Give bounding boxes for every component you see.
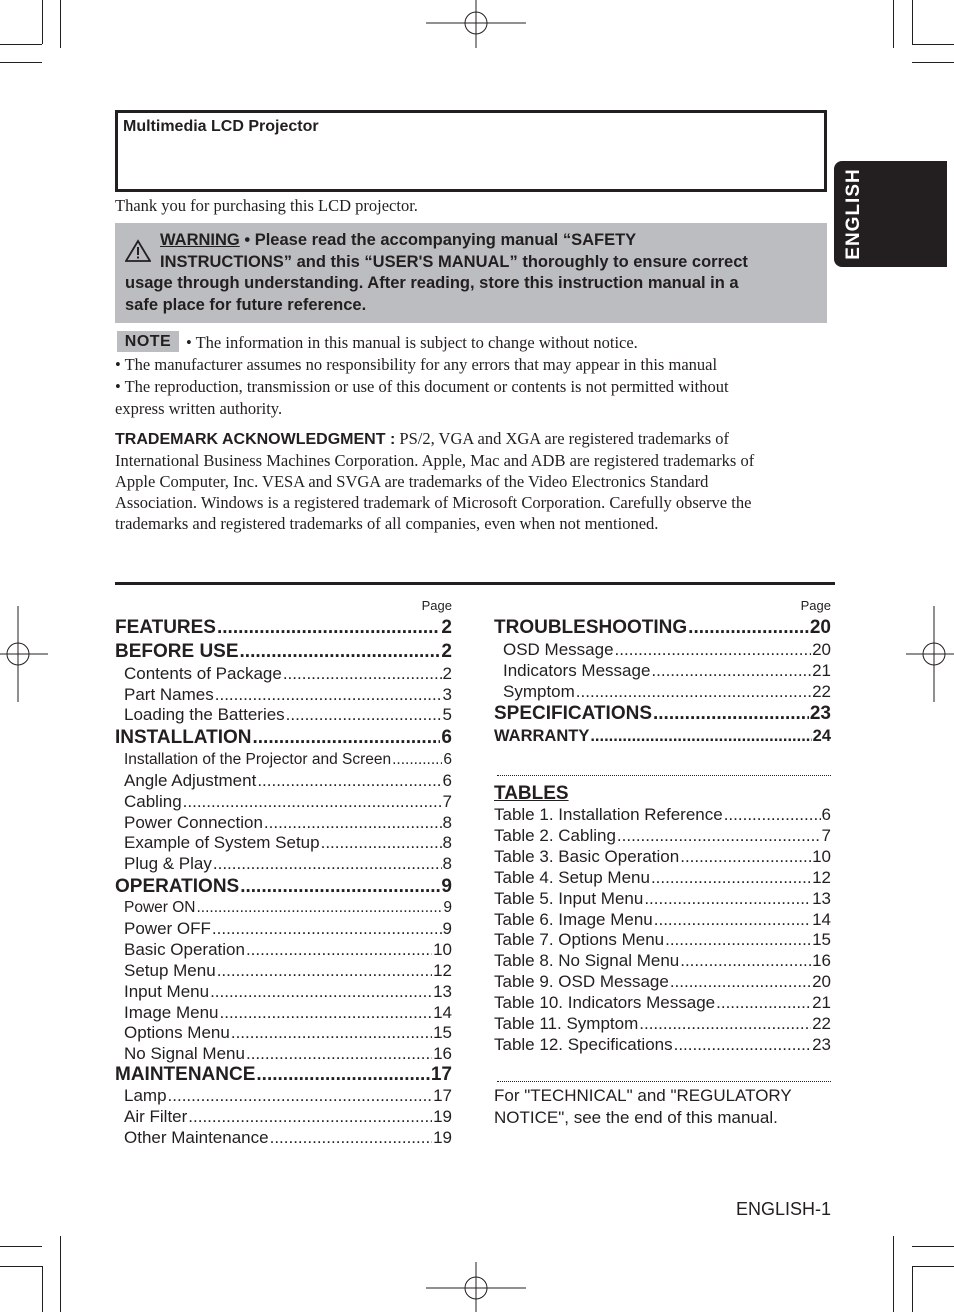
toc-entry-title: WARRANTY [494, 727, 590, 745]
toc-entry-title: Input Menu [124, 982, 210, 1001]
toc-entry-page: 20 [812, 640, 831, 659]
toc-entry-page: 9 [442, 919, 452, 938]
toc-entry-page: 17 [433, 1086, 452, 1105]
toc-leader-dots [168, 1086, 433, 1106]
toc-entry [124, 813, 452, 833]
warning-label: WARNING [160, 231, 240, 249]
technical-notice-line-2: NOTICE", see the end of this manual. [494, 1108, 778, 1127]
toc-entry [494, 727, 831, 746]
toc-entry [124, 685, 452, 705]
trademark-acknowledgment: TRADEMARK ACKNOWLEDGMENT : PS/2, VGA and XGA are registered trademarks of International Business Machines Corporation. Apple, Mac and ADB are registered trademarks of Apple Computer, Inc. VESA and SVGA are trademarks of the Video Electronics Standard Association. Windows is a registered trademark of Microsoft Corporation. Carefully observe the trademarks and registered trademarks of all companies, even when not mentioned. [115, 429, 755, 533]
toc-leader-dots [240, 641, 441, 663]
toc-entry-title: No Signal Menu [124, 1044, 245, 1063]
toc-leader-dots [680, 951, 811, 971]
toc-entry-title: Plug & Play [124, 854, 212, 873]
toc-entry [124, 961, 452, 981]
toc-entry-page: 8 [442, 854, 452, 873]
toc-entry [115, 727, 452, 749]
toc-leader-dots [724, 805, 821, 825]
toc-entry-title: Table 11. Symptom [494, 1014, 639, 1033]
toc-entry [124, 1086, 452, 1106]
toc-entry [124, 899, 452, 917]
toc-entry-title: Lamp [124, 1086, 167, 1105]
toc-entry [494, 703, 831, 725]
toc-entry-page: 2 [441, 641, 452, 662]
toc-entry-title: Options Menu [124, 1023, 230, 1042]
toc-entry [494, 1035, 831, 1055]
toc-entry [494, 847, 831, 867]
toc-entry [124, 771, 452, 791]
toc-entry [494, 805, 831, 825]
toc-entry-page: 21 [812, 661, 831, 680]
toc-entry-page: 20 [809, 617, 831, 638]
toc-leader-dots [256, 1064, 429, 1086]
toc-entry-title: MAINTENANCE [115, 1064, 256, 1085]
toc-leader-dots [651, 661, 811, 681]
toc-entry-page: 20 [812, 972, 831, 991]
note-line-1: • The information in this manual is subject to change without notice. [186, 333, 638, 352]
toc-entry [494, 889, 831, 909]
toc-entry-page: 16 [433, 1044, 452, 1063]
toc-entry-title: Example of System Setup [124, 833, 320, 852]
toc-entry-page: 2 [441, 617, 452, 638]
toc-entry-title: Table 6. Image Menu [494, 910, 653, 929]
toc-page-header-left: Page [421, 598, 452, 613]
toc-entry [124, 792, 452, 812]
toc-entry-page: 13 [433, 982, 452, 1001]
toc-entry-page: 10 [812, 847, 831, 866]
note-line-4: express written authority. [115, 399, 283, 418]
toc-entry-title: Table 12. Specifications [494, 1035, 673, 1054]
toc-entry-title: SPECIFICATIONS [494, 703, 652, 724]
toc-entry-page: 6 [441, 727, 452, 748]
toc-entry-title: Installation of the Projector and Screen [124, 751, 392, 768]
toc-leader-dots [644, 889, 811, 909]
toc-entry [124, 1044, 452, 1064]
toc-entry-title: Power ON [124, 899, 196, 916]
toc-entry [494, 910, 831, 930]
toc-leader-dots [197, 899, 443, 917]
toc-entry-page: 19 [433, 1107, 452, 1126]
toc-entry [124, 1128, 452, 1148]
toc-entry-page: 19 [433, 1128, 452, 1147]
product-title-box [115, 110, 827, 192]
toc-entry [503, 682, 831, 702]
toc-entry-page: 9 [441, 876, 452, 897]
toc-entry-title: Power Connection [124, 813, 263, 832]
toc-entry-page: 22 [812, 682, 831, 701]
toc-entry-title: Air Filter [124, 1107, 188, 1126]
toc-entry [494, 993, 831, 1013]
warning-text: WARNING • Please read the accompanying manual “SAFETY INSTRUCTIONS” and this “USER'S MANUAL” thoroughly to ensure correct usage through understanding. After reading, store this instruction manual in a safe place for future reference. [125, 231, 748, 314]
toc-entry [124, 982, 452, 1002]
toc-entry-title: Indicators Message [503, 661, 651, 680]
toc-entry [124, 919, 452, 939]
toc-leader-dots [217, 961, 432, 981]
toc-entry [494, 972, 831, 992]
warning-box [115, 223, 827, 323]
toc-leader-dots [220, 1003, 433, 1023]
toc-entry-title: Table 7. Options Menu [494, 930, 665, 949]
toc-entry-title: OPERATIONS [115, 876, 240, 897]
toc-leader-dots [231, 1023, 432, 1043]
toc-separator-1 [497, 775, 831, 776]
toc-entry-page: 17 [430, 1064, 452, 1085]
language-tab [834, 161, 947, 267]
toc-leader-dots [651, 868, 811, 888]
toc-entry-page: 24 [812, 727, 831, 745]
toc-entry-title: Table 9. OSD Message [494, 972, 669, 991]
toc-leader-dots [321, 833, 442, 853]
trademark-label: TRADEMARK ACKNOWLEDGMENT : [115, 431, 396, 448]
toc-entry-page: 12 [812, 868, 831, 887]
toc-entry-title: Setup Menu [124, 961, 216, 980]
toc-entry [115, 641, 452, 663]
note-label: NOTE [117, 331, 179, 352]
toc-entry [124, 833, 452, 853]
toc-entry-title: Symptom [503, 682, 575, 701]
toc-leader-dots [264, 813, 442, 833]
toc-entry-title: Table 8. No Signal Menu [494, 951, 680, 970]
toc-entry [494, 868, 831, 888]
toc-entry [124, 940, 452, 960]
toc-entry-title: Table 1. Installation Reference [494, 805, 723, 824]
page-number: ENGLISH-1 [735, 1199, 831, 1219]
toc-leader-dots [210, 982, 432, 1002]
toc-leader-dots [188, 1107, 432, 1127]
toc-leader-dots [688, 617, 809, 639]
toc-entry-page: 3 [442, 685, 452, 704]
toc-entry [124, 664, 452, 684]
toc-entry-page: 15 [433, 1023, 452, 1042]
toc-entry-page: 21 [812, 993, 831, 1012]
toc-leader-dots [680, 847, 811, 867]
toc-entry-page: 7 [821, 826, 831, 845]
toc-leader-dots [576, 682, 811, 702]
toc-leader-dots [653, 703, 809, 725]
toc-entry [494, 930, 831, 950]
toc-entry-title: Loading the Batteries [124, 705, 285, 724]
toc-separator-2 [497, 1081, 831, 1082]
toc-entry-page: 12 [433, 961, 452, 980]
toc-leader-dots [639, 1014, 811, 1034]
toc-entry-page: 6 [442, 771, 452, 790]
toc-entry-title: BEFORE USE [115, 641, 239, 662]
registration-mark-top-icon [426, 0, 526, 48]
toc-entry-page: 13 [812, 889, 831, 908]
registration-mark-left-icon [0, 606, 48, 702]
toc-entry [494, 951, 831, 971]
toc-leader-dots [654, 910, 811, 930]
toc-entry-title: Contents of Package [124, 664, 282, 683]
toc-entry [115, 876, 452, 898]
toc-entry-title: Image Menu [124, 1003, 219, 1022]
toc-entry-page: 2 [442, 664, 452, 683]
toc-leader-dots [617, 826, 821, 846]
thanks-text: Thank you for purchasing this LCD projector. [115, 196, 418, 215]
toc-entry [124, 854, 452, 874]
toc-entry [494, 826, 831, 846]
toc-leader-dots [212, 919, 442, 939]
toc-entry-title: FEATURES [115, 617, 216, 638]
toc-entry-page: 22 [812, 1014, 831, 1033]
toc-entry-page: 23 [812, 1035, 831, 1054]
toc-entry-page: 14 [433, 1003, 452, 1022]
toc-entry-title: Table 4. Setup Menu [494, 868, 650, 887]
toc-leader-dots [716, 993, 811, 1013]
toc-entry [115, 1064, 452, 1086]
toc-leader-dots [590, 727, 811, 746]
section-divider [115, 582, 835, 585]
toc-entry-page: 8 [442, 813, 452, 832]
toc-leader-dots [286, 705, 442, 725]
toc-entry [115, 617, 452, 639]
toc-entry-page: 5 [442, 705, 452, 724]
registration-mark-bottom-icon [426, 1262, 526, 1312]
toc-entry [124, 1003, 452, 1023]
registration-mark-right-icon [906, 606, 954, 702]
toc-leader-dots [240, 876, 440, 898]
toc-entry-page: 10 [433, 940, 452, 959]
toc-entry-page: 9 [443, 899, 452, 916]
toc-entry-page: 6 [443, 751, 452, 768]
toc-page-header-right: Page [800, 598, 831, 613]
product-title: Multimedia LCD Projector [123, 118, 319, 135]
toc-leader-dots [392, 751, 442, 769]
toc-entry [503, 661, 831, 681]
language-tab-label: ENGLISH [843, 168, 864, 260]
toc-entry-title: Other Maintenance [124, 1128, 269, 1147]
toc-entry-title: Power OFF [124, 919, 211, 938]
toc-leader-dots [213, 854, 442, 874]
toc-entry [124, 751, 452, 769]
tables-heading: TABLES [494, 783, 569, 804]
toc-entry [124, 705, 452, 725]
toc-leader-dots [670, 972, 811, 992]
toc-entry-title: Angle Adjustment [124, 771, 257, 790]
toc-entry-title: Table 3. Basic Operation [494, 847, 680, 866]
toc-leader-dots [615, 640, 812, 660]
toc-leader-dots [246, 1044, 432, 1064]
toc-entry-page: 7 [442, 792, 452, 811]
toc-entry [503, 640, 831, 660]
toc-leader-dots [270, 1128, 432, 1148]
toc-entry [124, 1023, 452, 1043]
technical-notice-line-1: For "TECHNICAL" and "REGULATORY [494, 1086, 792, 1105]
toc-leader-dots [257, 771, 441, 791]
note-line-2: • The manufacturer assumes no responsibility for any errors that may appear in this manual [115, 355, 718, 374]
toc-leader-dots [217, 617, 440, 639]
toc-entry [124, 1107, 452, 1127]
toc-entry-page: 6 [821, 805, 831, 824]
toc-leader-dots [215, 685, 442, 705]
toc-leader-dots [246, 940, 432, 960]
toc-entry-page: 15 [812, 930, 831, 949]
toc-leader-dots [283, 664, 442, 684]
toc-entry-page: 14 [812, 910, 831, 929]
toc-entry-title: INSTALLATION [115, 727, 252, 748]
toc-entry-title: Cabling [124, 792, 182, 811]
toc-entry [494, 1014, 831, 1034]
toc-leader-dots [253, 727, 441, 749]
toc-entry-title: Part Names [124, 685, 214, 704]
toc-entry-title: Basic Operation [124, 940, 245, 959]
toc-entry-page: 23 [809, 703, 831, 724]
toc-entry-title: Table 10. Indicators Message [494, 993, 716, 1012]
note-line-3: • The reproduction, transmission or use of this document or contents is not permitted without [115, 377, 729, 396]
toc-entry-title: Table 5. Input Menu [494, 889, 644, 908]
toc-entry-page: 16 [812, 951, 831, 970]
toc-entry [494, 617, 831, 639]
toc-leader-dots [665, 930, 811, 950]
toc-entry-page: 8 [442, 833, 452, 852]
toc-entry-title: Table 2. Cabling [494, 826, 616, 845]
toc-entry-title: TROUBLESHOOTING [494, 617, 688, 638]
toc-entry-title: OSD Message [503, 640, 614, 659]
toc-leader-dots [183, 792, 442, 812]
toc-leader-dots [674, 1035, 811, 1055]
